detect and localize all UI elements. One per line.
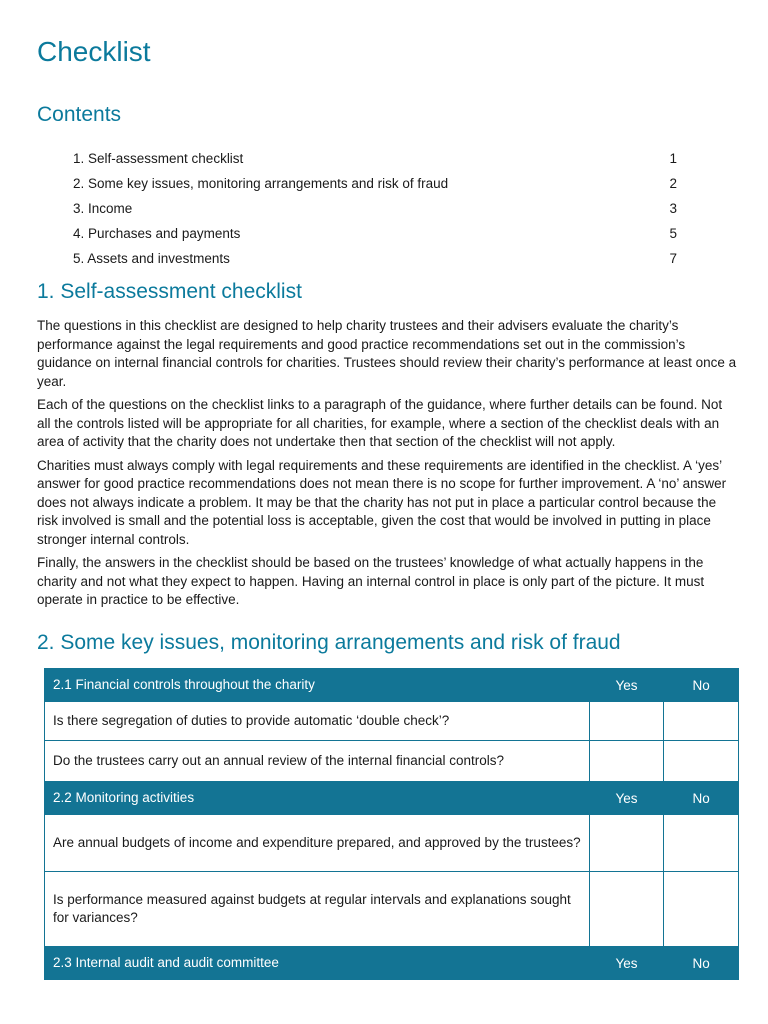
no-answer-cell[interactable] xyxy=(664,702,739,741)
section-1-heading: 1. Self-assessment checklist xyxy=(37,280,302,303)
group-header-row xyxy=(45,782,739,815)
no-column-header: No xyxy=(664,669,739,702)
yes-answer-cell[interactable] xyxy=(589,741,664,782)
paragraph: Charities must always comply with legal requirements and these requirements are identified in the checklist. A ‘yes’ answer for good practice recommendations does not mean there is no scope for further improvement. A ‘no’ answer does not always indicate a problem. It may be that the charity has not put in place a particular control because the risk involved is small and the potential loss is acceptable, given the cost that would be involved in putting in place stronger internal controls. xyxy=(37,457,727,547)
yes-column-header: Yes xyxy=(589,669,664,702)
toc-item-page: 2 xyxy=(669,175,677,191)
table-of-contents xyxy=(73,146,677,271)
question-row xyxy=(45,872,739,947)
question-row xyxy=(45,702,739,741)
no-answer-cell[interactable] xyxy=(664,741,739,782)
toc-item-label: 1. Self-assessment checklist xyxy=(73,150,244,166)
yes-answer-cell[interactable] xyxy=(589,872,664,947)
group-header-row xyxy=(45,669,739,702)
group-title: 2.1 Financial controls throughout the charity xyxy=(45,669,590,702)
toc-item-label: 3. Income xyxy=(73,200,133,216)
toc-item-label: 2. Some key issues, monitoring arrangements and risk of fraud xyxy=(73,175,449,191)
paragraph: Finally, the answers in the checklist should be based on the trustees’ knowledge of what actually happens in the charity and not what they expect to happen. Having an internal control in place is only part of the picture. It must operate in practice to be effective. xyxy=(37,555,705,607)
section-1-body xyxy=(37,317,739,615)
no-answer-cell[interactable] xyxy=(664,815,739,872)
question-text xyxy=(45,741,590,782)
page-title: Checklist xyxy=(37,36,151,67)
question-text xyxy=(45,815,590,872)
question-row xyxy=(45,741,739,782)
toc-item-label: 5. Assets and investments xyxy=(73,250,230,266)
no-column-header: No xyxy=(664,782,739,815)
toc-item-label: 4. Purchases and payments xyxy=(73,225,241,241)
question-text xyxy=(45,872,590,947)
group-title: 2.2 Monitoring activities xyxy=(45,782,590,815)
paragraph: Each of the questions on the checklist links to a paragraph of the guidance, where further details can be found. Not all the controls listed will be appropriate for all charities, for example, where a section of the checklist deals with an area of activity that the charity does not undertake then that section of the checklist will not apply. xyxy=(37,397,723,449)
yes-answer-cell[interactable] xyxy=(589,815,664,872)
checklist-table xyxy=(44,668,739,980)
yes-column-header: Yes xyxy=(589,947,664,980)
question-label: Is performance measured against budgets at regular intervals and explanations sought for variances? xyxy=(53,892,571,925)
question-label: Is there segregation of duties to provide automatic ‘double check’? xyxy=(53,713,450,728)
group-title: 2.3 Internal audit and audit committee xyxy=(45,947,590,980)
toc-item-page: 7 xyxy=(669,250,677,266)
contents-heading: Contents xyxy=(37,103,122,126)
question-row xyxy=(45,815,739,872)
group-header-row xyxy=(45,947,739,980)
yes-answer-cell[interactable] xyxy=(589,702,664,741)
toc-item[interactable] xyxy=(73,196,677,221)
toc-item[interactable] xyxy=(73,221,677,246)
question-label: Do the trustees carry out an annual review of the internal financial controls? xyxy=(53,753,504,768)
question-text xyxy=(45,702,590,741)
no-column-header: No xyxy=(664,947,739,980)
toc-item-page: 5 xyxy=(669,225,677,241)
toc-item-page: 1 xyxy=(669,150,677,166)
paragraph: The questions in this checklist are designed to help charity trustees and their advisers evaluate the charity’s performance against the legal requirements and good practice recommendations set out in the commission’s guidance on internal financial controls for charities. Trustees should review their charity’s performance at least once a year. xyxy=(37,318,737,389)
toc-item[interactable] xyxy=(73,246,677,271)
section-2-heading: 2. Some key issues, monitoring arrangements and risk of fraud xyxy=(37,631,621,654)
toc-item[interactable] xyxy=(73,146,677,171)
no-answer-cell[interactable] xyxy=(664,872,739,947)
question-label: Are annual budgets of income and expenditure prepared, and approved by the trustees? xyxy=(53,835,581,850)
toc-item[interactable] xyxy=(73,171,677,196)
yes-column-header: Yes xyxy=(589,782,664,815)
toc-item-page: 3 xyxy=(669,200,677,216)
